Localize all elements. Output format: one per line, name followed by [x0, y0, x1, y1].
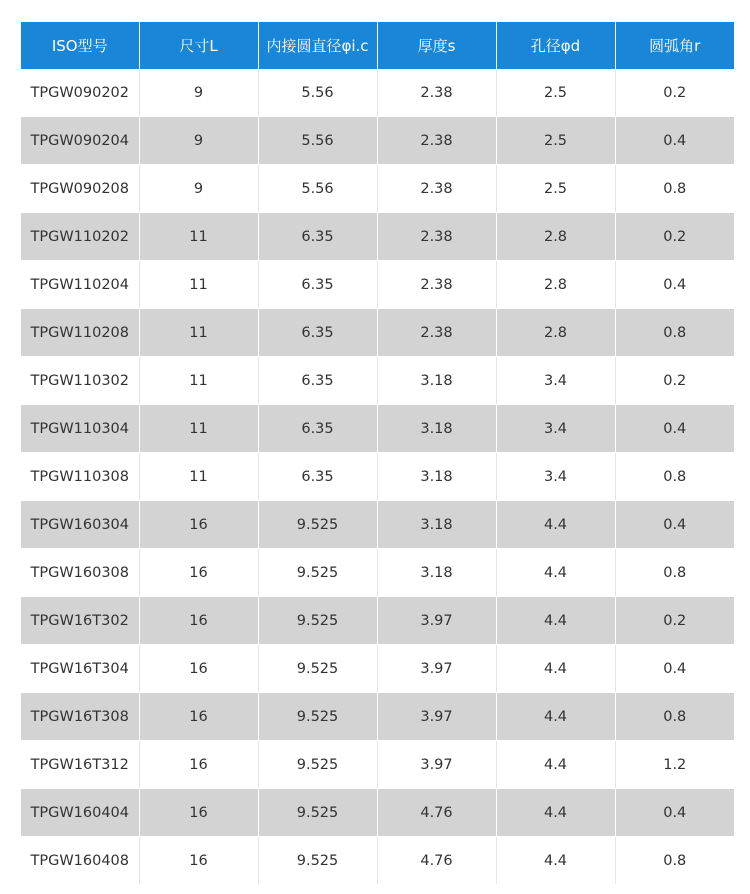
cell-thickness: 2.38	[377, 165, 496, 213]
cell-thickness: 2.38	[377, 117, 496, 165]
header-size-l: 尺寸L	[139, 22, 258, 69]
spec-table-container	[21, 22, 734, 885]
cell-corner-radius: 0.4	[615, 645, 734, 693]
table-row	[21, 597, 734, 645]
cell-hole-diameter: 2.8	[496, 213, 615, 261]
cell-size-l: 11	[139, 405, 258, 453]
cell-thickness: 3.97	[377, 741, 496, 789]
cell-hole-diameter: 4.4	[496, 837, 615, 885]
cell-iso-model: TPGW090204	[21, 117, 139, 165]
table-row	[21, 261, 734, 309]
table-row	[21, 357, 734, 405]
cell-hole-diameter: 4.4	[496, 741, 615, 789]
cell-size-l: 16	[139, 645, 258, 693]
cell-thickness: 2.38	[377, 309, 496, 357]
cell-iso-model: TPGW110204	[21, 261, 139, 309]
table-row	[21, 453, 734, 501]
cell-size-l: 16	[139, 549, 258, 597]
cell-iso-model: TPGW110302	[21, 357, 139, 405]
table-row	[21, 165, 734, 213]
cell-inscribed-circle-diameter: 6.35	[258, 213, 377, 261]
cell-inscribed-circle-diameter: 9.525	[258, 837, 377, 885]
cell-inscribed-circle-diameter: 5.56	[258, 165, 377, 213]
cell-thickness: 4.76	[377, 789, 496, 837]
table-row	[21, 501, 734, 549]
cell-corner-radius: 0.4	[615, 405, 734, 453]
cell-corner-radius: 0.2	[615, 597, 734, 645]
table-row	[21, 405, 734, 453]
cell-inscribed-circle-diameter: 5.56	[258, 69, 377, 117]
cell-corner-radius: 0.8	[615, 309, 734, 357]
cell-inscribed-circle-diameter: 6.35	[258, 261, 377, 309]
cell-inscribed-circle-diameter: 9.525	[258, 693, 377, 741]
cell-hole-diameter: 2.5	[496, 165, 615, 213]
cell-thickness: 3.18	[377, 501, 496, 549]
cell-size-l: 16	[139, 501, 258, 549]
cell-hole-diameter: 4.4	[496, 501, 615, 549]
cell-iso-model: TPGW110208	[21, 309, 139, 357]
cell-thickness: 3.18	[377, 453, 496, 501]
cell-hole-diameter: 2.5	[496, 69, 615, 117]
cell-iso-model: TPGW090208	[21, 165, 139, 213]
cell-hole-diameter: 4.4	[496, 693, 615, 741]
cell-thickness: 2.38	[377, 213, 496, 261]
cell-thickness: 3.18	[377, 405, 496, 453]
header-iso-model: ISO型号	[21, 22, 139, 69]
cell-iso-model: TPGW160308	[21, 549, 139, 597]
table-row	[21, 309, 734, 357]
cell-size-l: 9	[139, 165, 258, 213]
header-corner-radius: 圆弧角r	[615, 22, 734, 69]
cell-size-l: 16	[139, 693, 258, 741]
cell-inscribed-circle-diameter: 9.525	[258, 741, 377, 789]
cell-inscribed-circle-diameter: 6.35	[258, 453, 377, 501]
cell-inscribed-circle-diameter: 9.525	[258, 789, 377, 837]
cell-thickness: 2.38	[377, 69, 496, 117]
cell-size-l: 11	[139, 213, 258, 261]
cell-size-l: 16	[139, 597, 258, 645]
cell-iso-model: TPGW160304	[21, 501, 139, 549]
header-hole-diameter: 孔径φd	[496, 22, 615, 69]
cell-corner-radius: 0.2	[615, 357, 734, 405]
cell-iso-model: TPGW16T302	[21, 597, 139, 645]
cell-size-l: 9	[139, 69, 258, 117]
cell-hole-diameter: 4.4	[496, 645, 615, 693]
cell-iso-model: TPGW110304	[21, 405, 139, 453]
cell-thickness: 3.18	[377, 357, 496, 405]
insert-spec-table	[21, 22, 734, 885]
table-row	[21, 213, 734, 261]
cell-inscribed-circle-diameter: 6.35	[258, 405, 377, 453]
cell-size-l: 16	[139, 789, 258, 837]
cell-corner-radius: 1.2	[615, 741, 734, 789]
table-row	[21, 549, 734, 597]
cell-inscribed-circle-diameter: 9.525	[258, 501, 377, 549]
cell-inscribed-circle-diameter: 9.525	[258, 645, 377, 693]
table-row	[21, 837, 734, 885]
cell-size-l: 9	[139, 117, 258, 165]
table-row	[21, 117, 734, 165]
cell-corner-radius: 0.8	[615, 453, 734, 501]
cell-iso-model: TPGW110308	[21, 453, 139, 501]
table-row	[21, 741, 734, 789]
cell-corner-radius: 0.8	[615, 549, 734, 597]
cell-inscribed-circle-diameter: 9.525	[258, 597, 377, 645]
cell-hole-diameter: 3.4	[496, 357, 615, 405]
cell-iso-model: TPGW16T308	[21, 693, 139, 741]
table-row	[21, 645, 734, 693]
cell-corner-radius: 0.4	[615, 501, 734, 549]
cell-size-l: 11	[139, 357, 258, 405]
cell-corner-radius: 0.4	[615, 789, 734, 837]
cell-thickness: 3.97	[377, 693, 496, 741]
cell-corner-radius: 0.2	[615, 69, 734, 117]
cell-corner-radius: 0.4	[615, 261, 734, 309]
cell-inscribed-circle-diameter: 6.35	[258, 357, 377, 405]
table-row	[21, 69, 734, 117]
cell-hole-diameter: 2.5	[496, 117, 615, 165]
cell-corner-radius: 0.8	[615, 165, 734, 213]
cell-hole-diameter: 3.4	[496, 405, 615, 453]
cell-size-l: 16	[139, 837, 258, 885]
cell-iso-model: TPGW110202	[21, 213, 139, 261]
cell-size-l: 11	[139, 453, 258, 501]
cell-corner-radius: 0.2	[615, 213, 734, 261]
cell-corner-radius: 0.8	[615, 693, 734, 741]
table-row	[21, 789, 734, 837]
cell-thickness: 4.76	[377, 837, 496, 885]
cell-iso-model: TPGW160408	[21, 837, 139, 885]
table-header-row	[21, 22, 734, 69]
cell-iso-model: TPGW16T304	[21, 645, 139, 693]
cell-inscribed-circle-diameter: 9.525	[258, 549, 377, 597]
cell-size-l: 11	[139, 309, 258, 357]
cell-corner-radius: 0.4	[615, 117, 734, 165]
table-row	[21, 693, 734, 741]
header-inscribed-circle-diameter: 内接圆直径φi.c	[258, 22, 377, 69]
cell-hole-diameter: 4.4	[496, 597, 615, 645]
cell-iso-model: TPGW160404	[21, 789, 139, 837]
cell-corner-radius: 0.8	[615, 837, 734, 885]
cell-hole-diameter: 4.4	[496, 549, 615, 597]
cell-thickness: 2.38	[377, 261, 496, 309]
cell-inscribed-circle-diameter: 6.35	[258, 309, 377, 357]
cell-size-l: 16	[139, 741, 258, 789]
cell-iso-model: TPGW16T312	[21, 741, 139, 789]
header-thickness: 厚度s	[377, 22, 496, 69]
cell-hole-diameter: 3.4	[496, 453, 615, 501]
cell-hole-diameter: 4.4	[496, 789, 615, 837]
cell-hole-diameter: 2.8	[496, 261, 615, 309]
cell-thickness: 3.97	[377, 597, 496, 645]
cell-hole-diameter: 2.8	[496, 309, 615, 357]
cell-inscribed-circle-diameter: 5.56	[258, 117, 377, 165]
cell-size-l: 11	[139, 261, 258, 309]
cell-iso-model: TPGW090202	[21, 69, 139, 117]
cell-thickness: 3.97	[377, 645, 496, 693]
table-body	[21, 69, 734, 885]
cell-thickness: 3.18	[377, 549, 496, 597]
